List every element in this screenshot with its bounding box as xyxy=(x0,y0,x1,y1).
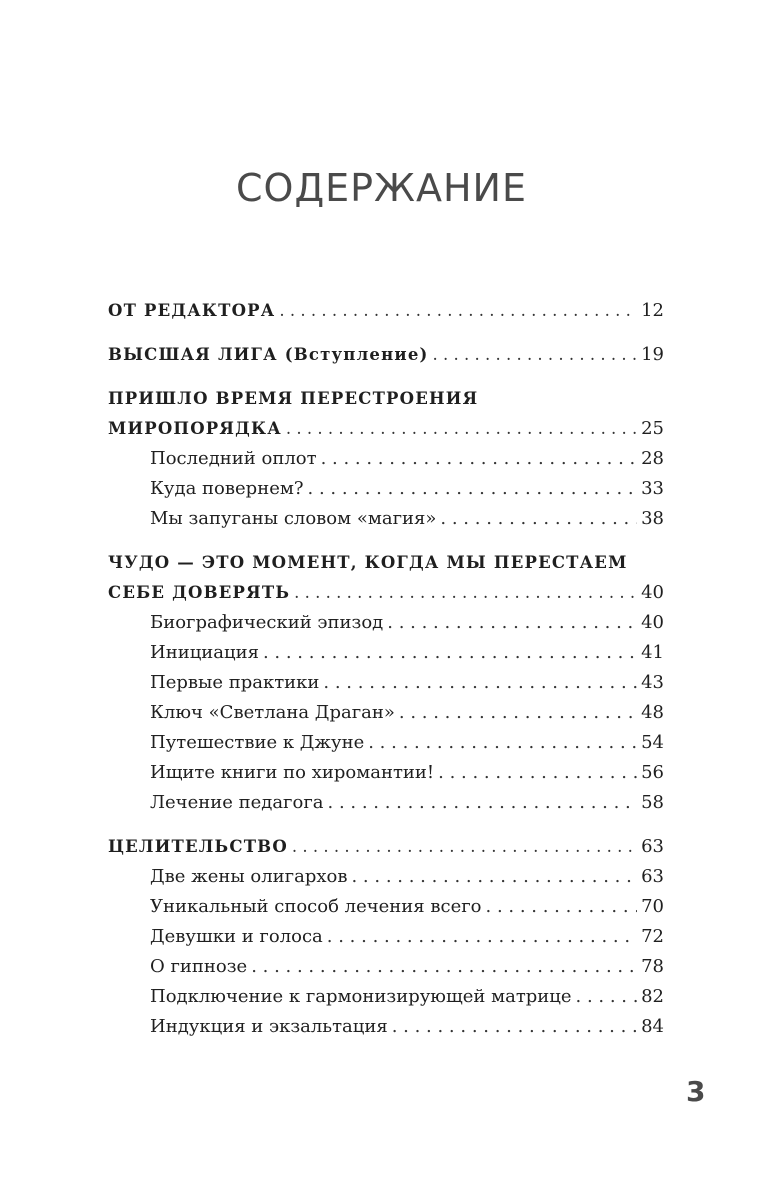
dot-leader xyxy=(387,608,637,638)
toc-page-number: 41 xyxy=(641,642,664,663)
dot-leader xyxy=(433,340,638,370)
toc-subsection-title: Инициация xyxy=(150,642,259,663)
toc-subsection-entry[interactable] xyxy=(108,638,664,668)
dot-leader xyxy=(368,728,637,758)
toc-section-entry[interactable] xyxy=(108,340,664,370)
toc-section-title: ЦЕЛИТЕЛЬСТВО xyxy=(108,837,288,856)
toc-page-number: 33 xyxy=(641,478,664,499)
toc-subsection-title: Первые практики xyxy=(150,672,320,693)
dot-leader xyxy=(486,892,638,922)
toc-subsection-entry[interactable] xyxy=(108,698,664,728)
toc-page-number: 38 xyxy=(641,508,664,529)
page-title: СОДЕРЖАНИЕ xyxy=(236,166,527,210)
toc-page-number: 78 xyxy=(641,956,664,977)
toc-subsection-title: Мы запуганы словом «магия» xyxy=(150,508,437,529)
toc-subsection-entry[interactable] xyxy=(108,1012,664,1042)
dot-leader xyxy=(279,296,637,326)
toc-subsection-title: Последний оплот xyxy=(150,448,317,469)
toc-subsection-title: Уникальный способ лечения всего xyxy=(150,896,482,917)
toc-section-title: МИРОПОРЯДКА xyxy=(108,419,282,438)
toc-subsection-title: Ищите книги по хиромантии! xyxy=(150,762,435,783)
dot-leader xyxy=(323,668,637,698)
toc-subsection-title: Индукция и экзальтация xyxy=(150,1016,388,1037)
dot-leader xyxy=(292,832,637,862)
toc-subsection-entry[interactable] xyxy=(108,862,664,892)
toc-page-number: 70 xyxy=(641,896,664,917)
toc-section-title: ВЫСШАЯ ЛИГА (Вступление) xyxy=(108,345,429,364)
toc-page-number: 48 xyxy=(641,702,664,723)
toc-section-title-line1: ПРИШЛО ВРЕМЯ ПЕРЕСТРОЕНИЯ xyxy=(108,389,479,408)
dot-leader xyxy=(327,922,637,952)
toc-section-title: СЕБЕ ДОВЕРЯТЬ xyxy=(108,583,291,602)
toc-subsection-entry[interactable] xyxy=(108,444,664,474)
table-of-contents xyxy=(108,296,664,1042)
toc-page-number: 72 xyxy=(641,926,664,947)
toc-page-number: 82 xyxy=(641,986,664,1007)
dot-leader xyxy=(440,504,637,534)
toc-subsection-entry[interactable] xyxy=(108,788,664,818)
toc-page-number: 63 xyxy=(641,836,664,857)
toc-page-number: 40 xyxy=(641,612,664,633)
toc-page-number: 54 xyxy=(641,732,664,753)
toc-subsection-title: Лечение педагога xyxy=(150,792,324,813)
toc-page-number: 43 xyxy=(641,672,664,693)
toc-subsection-entry[interactable] xyxy=(108,922,664,952)
toc-subsection-entry[interactable] xyxy=(108,728,664,758)
toc-subsection-title: Девушки и голоса xyxy=(150,926,323,947)
dot-leader xyxy=(399,698,637,728)
toc-page-number: 84 xyxy=(641,1016,664,1037)
dot-leader xyxy=(438,758,637,788)
dot-leader xyxy=(392,1012,637,1042)
dot-leader xyxy=(286,414,637,444)
toc-section-title-line1: ЧУДО — ЭТО МОМЕНТ, КОГДА МЫ ПЕРЕСТАЕМ xyxy=(108,553,628,572)
toc-subsection-entry[interactable] xyxy=(108,668,664,698)
toc-subsection-entry[interactable] xyxy=(108,474,664,504)
dot-leader xyxy=(321,444,638,474)
toc-section-entry[interactable] xyxy=(108,578,664,608)
toc-page-number: 19 xyxy=(641,344,664,365)
toc-subsection-title: Две жены олигархов xyxy=(150,866,348,887)
toc-subsection-entry[interactable] xyxy=(108,892,664,922)
dot-leader xyxy=(294,578,637,608)
toc-page-number: 28 xyxy=(641,448,664,469)
toc-section-entry[interactable] xyxy=(108,832,664,862)
toc-subsection-entry[interactable] xyxy=(108,608,664,638)
dot-leader xyxy=(308,474,638,504)
toc-subsection-entry[interactable] xyxy=(108,758,664,788)
toc-page-number: 25 xyxy=(641,418,664,439)
dot-leader xyxy=(576,982,638,1012)
page-number: 3 xyxy=(686,1075,706,1108)
toc-subsection-entry[interactable] xyxy=(108,982,664,1012)
toc-subsection-entry[interactable] xyxy=(108,952,664,982)
toc-subsection-entry[interactable] xyxy=(108,504,664,534)
dot-leader xyxy=(251,952,637,982)
toc-page-number: 58 xyxy=(641,792,664,813)
toc-page-number: 12 xyxy=(641,300,664,321)
toc-subsection-title: Ключ «Светлана Драган» xyxy=(150,702,395,723)
toc-subsection-title: Биографический эпизод xyxy=(150,612,384,633)
dot-leader xyxy=(351,862,637,892)
toc-section-title: ОТ РЕДАКТОРА xyxy=(108,301,276,320)
toc-subsection-title: Путешествие к Джуне xyxy=(150,732,365,753)
toc-subsection-title: О гипнозе xyxy=(150,956,248,977)
toc-page-number: 63 xyxy=(641,866,664,887)
toc-subsection-title: Куда повернем? xyxy=(150,478,304,499)
dot-leader xyxy=(328,788,638,818)
toc-subsection-title: Подключение к гармонизирующей матрице xyxy=(150,986,572,1007)
toc-page-number: 40 xyxy=(641,582,664,603)
dot-leader xyxy=(263,638,637,668)
toc-section-entry[interactable] xyxy=(108,414,664,444)
toc-page-number: 56 xyxy=(641,762,664,783)
toc-section-entry[interactable] xyxy=(108,296,664,326)
